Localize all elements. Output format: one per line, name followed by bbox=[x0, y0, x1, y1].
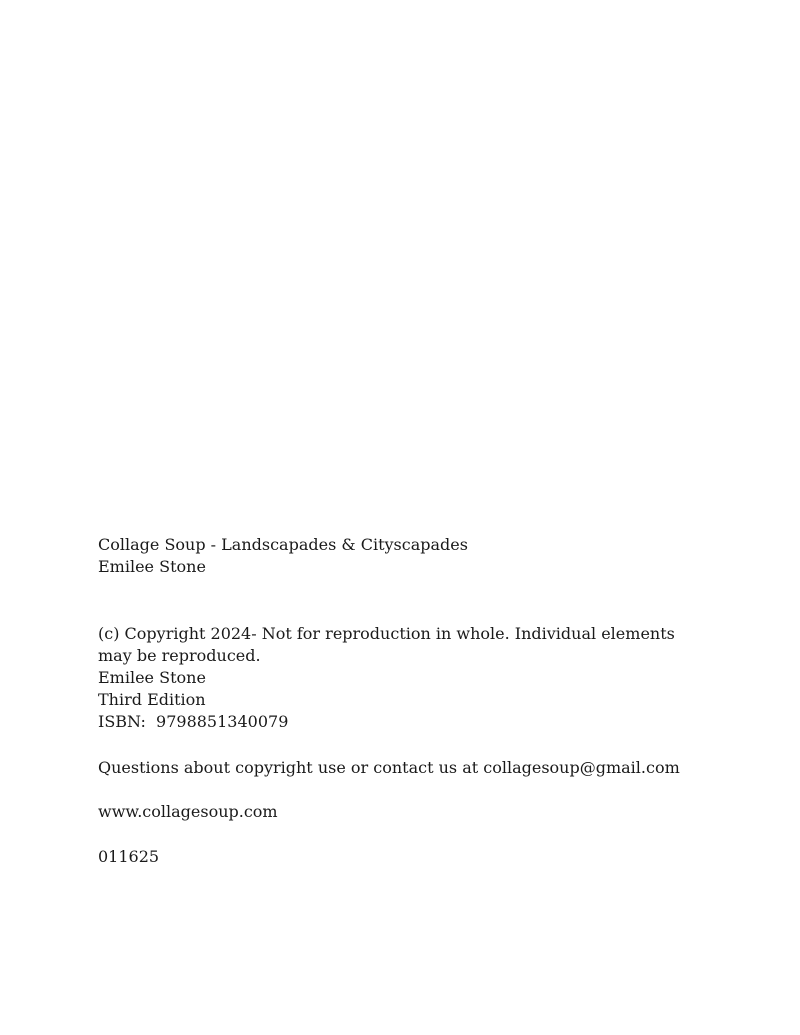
contact-block bbox=[98, 757, 708, 779]
copyright-author: Emilee Stone bbox=[98, 668, 206, 687]
edition: Third Edition bbox=[98, 690, 206, 709]
book-title: Collage Soup - Landscapades & Cityscapades bbox=[98, 535, 468, 554]
print-code-block bbox=[98, 846, 708, 868]
website-block bbox=[98, 801, 708, 823]
print-code: 011625 bbox=[98, 847, 160, 866]
title-block bbox=[98, 534, 708, 578]
isbn: ISBN: 9798851340079 bbox=[98, 712, 289, 731]
copyright-notice: (c) Copyright 2024- Not for reproduction in whole. Individual elements may be reproduced. bbox=[98, 624, 675, 665]
book-author: Emilee Stone bbox=[98, 557, 206, 576]
website-link[interactable]: www.collagesoup.com bbox=[98, 802, 278, 821]
copyright-block bbox=[98, 623, 708, 733]
contact-text: Questions about copyright use or contact us at collagesoup@gmail.com bbox=[98, 758, 680, 777]
